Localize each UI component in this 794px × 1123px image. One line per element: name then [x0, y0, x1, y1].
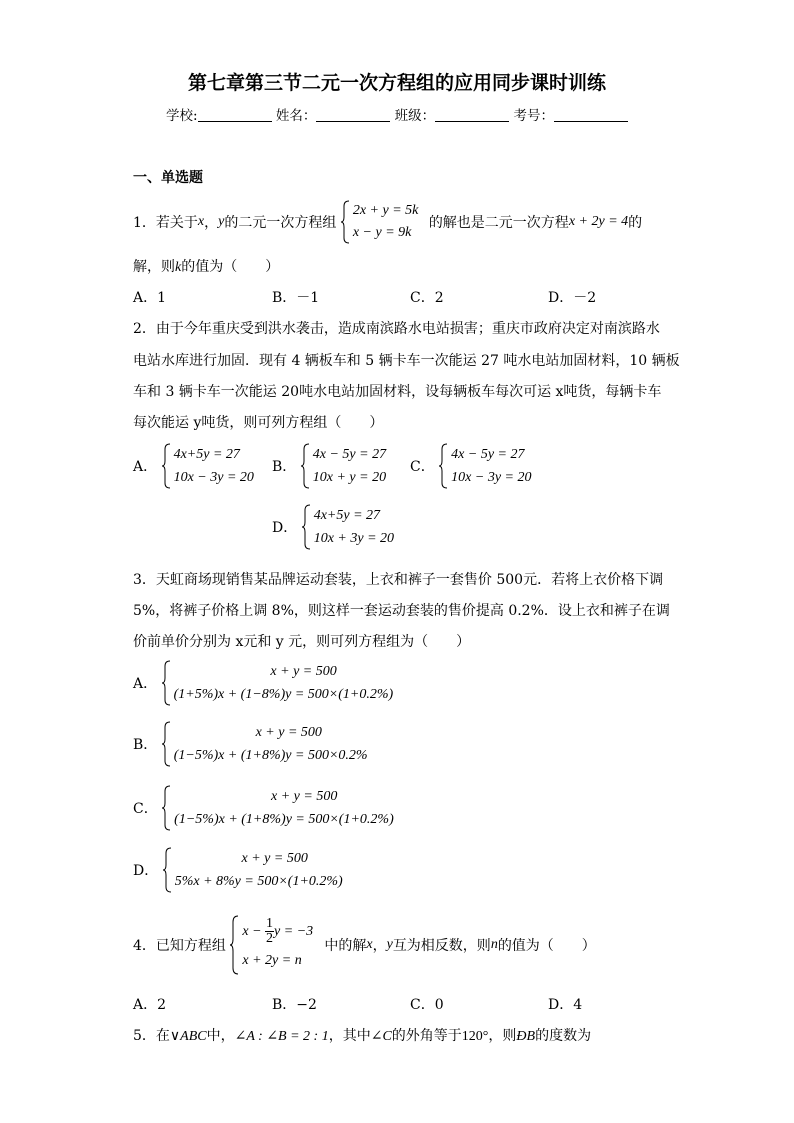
question-5-line: 5．在∨ABC中，∠A : ∠B = 2 : 1，其中∠C的外角等于120°，则ÐB的度数为 [133, 1028, 592, 1044]
school-label: 学校: [166, 108, 198, 124]
q1-option-b: B．－1 [272, 290, 320, 306]
brace-icon [162, 721, 172, 767]
brace-icon [163, 847, 173, 893]
question-2-line-1: 2．由于今年重庆受到洪水袭击，造成南滨路水电站损害；重庆市政府决定对南滨路水 [133, 321, 660, 337]
brace-icon [162, 660, 172, 706]
class-blank [435, 107, 509, 122]
class-label: 班级： [394, 108, 436, 124]
question-1-line-2: 解，则k的值为（ ） [133, 259, 280, 275]
section-title: 一、单选题 [133, 170, 203, 186]
page-title: 第七章第三节二元一次方程组的应用同步课时训练 [187, 72, 606, 94]
student-info-line [0, 104, 794, 124]
brace-icon [439, 443, 449, 489]
brace-icon [302, 504, 312, 550]
q1-option-a: A．1 [133, 290, 167, 306]
q3-option-a: A． x + y = 500 (1+5%)x + (1−8%)y = 500×(1+0.2%) [133, 660, 434, 706]
q4-equation-system: x − $\frac{1}{2}$ y = −3 x + 2y = n [230, 915, 324, 975]
question-2-line-2: 电站水库进行加固．现有 4 辆板车和 5 辆卡车一次能运 27 吨水电站加固材料，10 辆板 [133, 353, 680, 369]
exam-number-blank [554, 107, 628, 122]
question-2-line-3: 车和 3 辆卡车一次能运 20吨水电站加固材料，设每辆板车每次可运 x吨货，每辆卡车 [133, 384, 662, 400]
fraction-one-half: $\frac{1}{2}$ [266, 916, 274, 947]
q2-option-c: C． 4x − 5y = 27 10x − 3y = 20 [410, 443, 551, 489]
q4-option-b: B．−2 [272, 997, 317, 1013]
brace-icon [301, 443, 311, 489]
brace-icon [162, 443, 172, 489]
school-blank [198, 107, 272, 122]
brace-icon [341, 200, 351, 244]
question-3-line-1: 3．天虹商场现销售某品牌运动套装，上衣和裤子一套售价 500元．若将上衣价格下调 [133, 572, 664, 588]
exam-number-label: 考号： [513, 108, 554, 124]
q2-option-a: A． 4x+5y = 27 10x − 3y = 20 [133, 443, 274, 489]
question-1-line-1: 1．若关于x，y的二元一次方程组 2x + y = 5k x − y = 9k 的解也是二元一次方程x + 2y = 4的 [133, 200, 642, 230]
q4-option-a: A．2 [133, 997, 167, 1013]
q2-option-b: B． 4x − 5y = 27 10x + y = 20 [272, 443, 413, 489]
q3-option-c: C． x + y = 500 (1−5%)x + (1+8%)y = 500×(1+0.2%) [133, 785, 434, 831]
q3-option-b: B． x + y = 500 (1−5%)x + (1+8%)y = 500×0.2% [133, 721, 404, 767]
question-4-line: 4．已知方程组 x − $\frac{1}{2}$ y = −3 x + 2y = n 中的解x，y互为相反数，则n的值为（ ） [133, 915, 596, 975]
q2-option-d: D． 4x+5y = 27 10x + 3y = 20 [272, 504, 414, 550]
q4-option-d: D．4 [548, 997, 583, 1013]
question-3-line-2: 5%，将裤子价格上调 8%，则这样一套运动套装的售价提高 0.2%．设上衣和裤子在调 [133, 603, 670, 619]
q3-option-d: D． x + y = 500 5%x + 8%y = 500×(1+0.2%) [133, 847, 375, 893]
name-label: 姓名： [275, 108, 317, 124]
brace-icon [162, 785, 172, 831]
name-blank [316, 107, 390, 122]
question-2-line-4: 每次能运 y吨货，则可列方程组（ ） [133, 415, 384, 431]
q1-equation-system: 2x + y = 5k x − y = 9k [341, 200, 429, 244]
q1-option-d: D．－2 [548, 290, 597, 306]
q1-option-c: C．2 [410, 290, 444, 306]
brace-icon [230, 915, 240, 975]
q4-option-c: C．0 [410, 997, 444, 1013]
question-3-line-3: 价前单价分别为 x元和 y 元，则可列方程组为（ ） [133, 634, 471, 650]
